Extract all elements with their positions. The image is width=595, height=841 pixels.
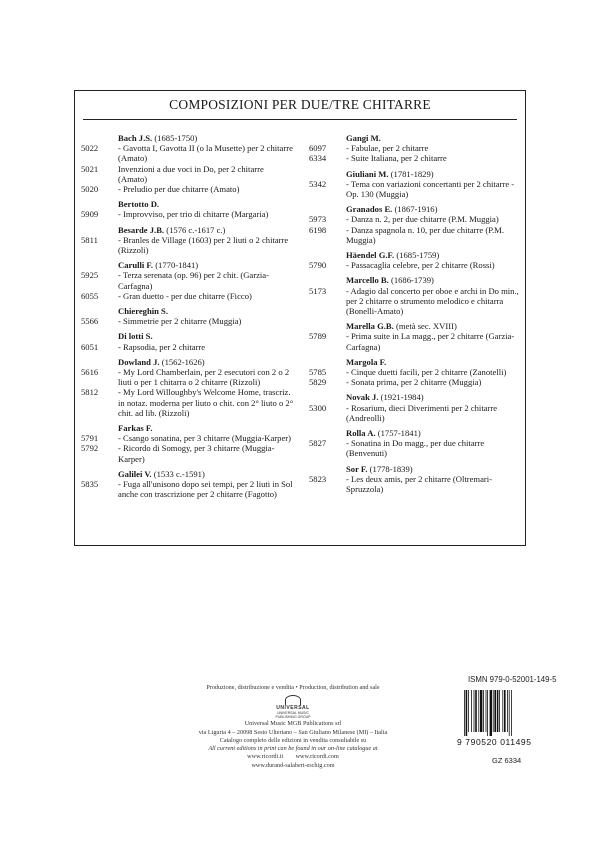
composer-block — [81, 225, 295, 256]
barcode-bar — [490, 690, 492, 736]
composer-block — [81, 133, 295, 194]
composer-block — [309, 464, 523, 495]
entry-description: - Fabulae, per 2 chitarre — [346, 143, 429, 154]
barcode-bar — [468, 690, 469, 732]
composer-name: Marcello B. — [346, 275, 389, 286]
composer-heading — [81, 423, 295, 433]
company-address: via Liguria 4 – 20098 Sesto Ulteriano – San Giuliano Milanese (MI) – Italia — [198, 728, 388, 736]
catalogue-number: 6055 — [81, 290, 99, 301]
composer-heading — [81, 306, 295, 316]
catalogue-number: 5823 — [309, 473, 327, 484]
catalogue-entry — [81, 342, 295, 352]
composer-dates: (1576 c.-1617 c.) — [166, 224, 226, 235]
composer-dates: (1757-1841) — [377, 428, 421, 439]
catalogue-number: 5792 — [81, 443, 99, 454]
entry-description: - Sonatina in Do magg., per due chitarre (Benvenuti) — [346, 438, 485, 459]
composer-block — [81, 423, 295, 464]
entry-description: - Terza serenata (op. 96) per 2 chit. (Garzia-Carfagna) — [118, 270, 269, 291]
catalogue-number: 6051 — [81, 341, 99, 352]
barcode-bar — [504, 690, 506, 732]
composer-dates: (1685-1759) — [396, 250, 440, 261]
entry-description: - Prima suite in La magg., per 2 chitarre (Garzia-Carfagna) — [346, 331, 515, 352]
entry-description: - Gran duetto - per due chitarre (Ficco) — [118, 290, 252, 301]
composer-name: Carulli F. — [118, 260, 154, 271]
catalogue-entry — [81, 433, 295, 443]
composer-name: Sor F. — [346, 463, 368, 474]
catalogue-number: 5789 — [309, 331, 327, 342]
catalogue-entry — [81, 443, 295, 463]
catalogue-entry — [81, 291, 295, 301]
catalogue-number: 5791 — [81, 433, 99, 444]
composer-heading — [81, 331, 295, 341]
entry-description: - Danza n. 2, per due chitarre (P.M. Muggia) — [346, 214, 499, 225]
catalogue-number: 5973 — [309, 214, 327, 225]
link-ricordi-com[interactable]: www.ricordi.com — [295, 753, 339, 761]
catalogue-number: 5616 — [81, 367, 99, 378]
composer-name: Besarde J.B. — [118, 224, 165, 235]
catalogue-number: 5835 — [81, 479, 99, 490]
catalogue-note-it: Catalogo completo delle edizioni in vendita consultabile su — [219, 736, 367, 744]
entry-description: - Preludio per due chitarre (Amato) — [118, 184, 240, 195]
catalogue-number: 5173 — [309, 285, 327, 296]
logo-subtext: UNIVERSAL MUSIC PUBLISHING GROUP — [275, 711, 311, 720]
catalogue-entry — [309, 331, 523, 351]
composer-block — [81, 260, 295, 301]
entry-description: - Danza spagnola n. 10, per due chitarre (P.M. Muggia) — [346, 224, 504, 245]
composer-dates: (1562-1626) — [161, 356, 205, 367]
isbn-number: ISMN 979-0-52001-149-5 — [468, 675, 557, 684]
catalogue-frame — [74, 90, 526, 546]
entry-description: - Suite Italiana, per 2 chitarre — [346, 153, 447, 164]
catalogue-entry — [81, 143, 295, 163]
composer-name: Galilei V. — [118, 468, 152, 479]
composer-dates: (1533 c.-1591) — [153, 468, 205, 479]
entry-description: - Sonata prima, per 2 chitarre (Muggia) — [346, 377, 482, 388]
left-column — [81, 133, 295, 505]
catalogue-entry — [309, 179, 523, 199]
composer-name: Marella G.B. — [346, 321, 394, 332]
entry-description: - Ricordo di Somogy, per 3 chitarre (Muggia-Karper) — [118, 443, 275, 464]
composer-dates: (metà sec. XVIII) — [395, 321, 457, 332]
composer-heading — [309, 428, 523, 438]
barcode-bar — [502, 690, 503, 732]
composer-heading — [81, 225, 295, 235]
composer-name: Gangi M. — [346, 133, 381, 143]
composer-heading — [309, 464, 523, 474]
composer-block — [309, 321, 523, 352]
composer-heading — [81, 260, 295, 270]
composer-block — [81, 469, 295, 500]
composer-name: Bach J.S. — [118, 133, 153, 143]
composer-dates: (1921-1984) — [380, 392, 424, 403]
catalogue-number: 5021 — [81, 163, 99, 174]
globe-icon — [285, 695, 301, 705]
entry-description: - Passacaglia celebre, per 2 chitarre (Rossi) — [346, 260, 495, 271]
barcode-bar — [497, 690, 499, 732]
barcode-bar — [475, 690, 477, 732]
composer-name: Chiereghin S. — [118, 306, 168, 317]
composer-name: Di lotti S. — [118, 331, 153, 342]
entry-description: - Improvviso, per trio di chitarre (Margaria) — [118, 209, 269, 220]
entry-description: - Fuga all'unisono dopo sei tempi, per 2 liuti in Sol anche con trascrizione per 2 chitarre (Fagotto) — [118, 479, 293, 500]
entry-description: - Rapsodia, per 2 chitarre — [118, 341, 206, 352]
logo-text: UNIVERSAL — [276, 705, 310, 712]
composer-dates: (1770-1841) — [155, 260, 199, 271]
entry-description: - My Lord Chamberlain, per 2 esecutori con 2 o 2 liuti o per 1 chitarra o 2 chitarre (Rizzoli) — [118, 367, 290, 388]
composer-dates: (1686-1739) — [390, 275, 434, 286]
composer-block — [309, 169, 523, 200]
composer-block — [309, 133, 523, 164]
catalogue-note-en: All current editions in print can be found in our on-line catalogue at — [208, 745, 378, 753]
barcode-bar — [471, 690, 472, 732]
composer-block — [309, 392, 523, 423]
composer-dates: (1685-1750) — [154, 133, 198, 143]
composer-dates: (1778-1839) — [369, 463, 413, 474]
barcode-bar — [494, 690, 496, 732]
composer-block — [81, 331, 295, 351]
catalogue-title: COMPOSIZIONI PER DUE/TRE CHITARRE — [169, 97, 431, 112]
right-column — [309, 133, 523, 499]
composer-name: Giuliani M. — [346, 168, 389, 179]
catalogue-number: 5925 — [81, 270, 99, 281]
composer-dates: (1867-1916) — [394, 204, 438, 215]
composer-name: Dowland J. — [118, 356, 160, 367]
barcode-bar — [507, 690, 508, 732]
catalogue-number: 5829 — [309, 377, 327, 388]
composer-block — [309, 275, 523, 316]
composer-heading — [309, 275, 523, 285]
composer-heading — [309, 204, 523, 214]
company-name: Universal Music MGB Publications srl — [244, 720, 342, 728]
catalogue-entry — [309, 474, 523, 494]
composer-block — [309, 250, 523, 270]
barcode-bar — [464, 690, 465, 736]
composer-name: Bertotto D. — [118, 199, 160, 210]
catalogue-number: 5022 — [81, 143, 99, 154]
catalogue-entry — [309, 286, 523, 317]
entry-description: - Les deux amis, per 2 chitarre (Oltremari-Spruzzola) — [346, 473, 493, 495]
catalogue-entry — [309, 403, 523, 423]
catalogue-entry — [81, 209, 295, 219]
catalogue-entry — [309, 377, 523, 387]
web-links — [178, 753, 408, 761]
catalogue-entry — [81, 184, 295, 194]
composer-name: Häendel G.F. — [346, 250, 395, 261]
catalogue-number: 5785 — [309, 367, 327, 378]
catalogue-entry — [309, 438, 523, 458]
catalogue-number: 6097 — [309, 143, 327, 154]
composer-heading — [81, 469, 295, 479]
entry-description: - Gavotta I, Gavotta II (o la Musette) per 2 chitarre (Amato) — [118, 143, 293, 164]
entry-description: - Cinque duetti facili, per 2 chitarre (Zanotelli) — [346, 367, 507, 378]
barcode-bar — [493, 690, 494, 732]
entry-description: - Branles de Village (1603) per 2 liuti o 2 chitarre (Rizzoli) — [118, 234, 289, 256]
catalogue-number: 5790 — [309, 260, 327, 271]
catalogue-entry — [309, 260, 523, 270]
composer-heading — [309, 321, 523, 331]
composer-block — [309, 428, 523, 459]
catalogue-number: 6198 — [309, 224, 327, 235]
barcode-bar — [478, 690, 479, 732]
catalogue-entry — [81, 367, 295, 387]
barcode-bar — [480, 690, 482, 732]
catalogue-entry — [81, 316, 295, 326]
entry-description: - Csango sonatina, per 3 chitarre (Muggia-Karper) — [118, 433, 292, 444]
publisher-block — [178, 684, 408, 770]
catalogue-number: 5566 — [81, 316, 99, 327]
production-line: Produzione, distribuzione e vendita • Production, distribution and sale — [206, 684, 380, 691]
catalogue-entry — [81, 164, 295, 184]
catalogue-number: 5812 — [81, 387, 99, 398]
composer-heading — [81, 357, 295, 367]
catalogue-number: 6334 — [309, 153, 327, 164]
composer-heading — [81, 199, 295, 209]
composer-dates: (1781-1829) — [390, 168, 434, 179]
catalogue-entry — [309, 225, 523, 245]
catalogue-number: 5827 — [309, 438, 327, 449]
barcode-bar — [486, 690, 487, 732]
barcode-bar — [483, 690, 484, 732]
composer-heading — [309, 357, 523, 367]
barcode-digits: 9 790520 011495 — [457, 737, 532, 747]
composer-name: Novak J. — [346, 392, 379, 403]
universal-logo — [266, 695, 320, 720]
entry-description: Invenzioni a due voci in Do, per 2 chitarre (Amato) — [118, 163, 264, 184]
catalogue-number: 5811 — [81, 234, 98, 245]
catalogue-entry — [81, 270, 295, 290]
catalogue-number: 5300 — [309, 402, 327, 413]
composer-name: Farkas F. — [118, 423, 153, 434]
catalogue-entry — [309, 143, 523, 153]
catalogue-entry — [309, 214, 523, 224]
catalogue-number: 5020 — [81, 184, 99, 195]
barcode — [463, 690, 535, 736]
title-divider — [83, 119, 517, 120]
catalogue-entry — [309, 153, 523, 163]
composer-block — [309, 357, 523, 388]
barcode-bar — [466, 690, 468, 736]
catalogue-number: 5909 — [81, 209, 99, 220]
barcode-bar — [511, 690, 512, 736]
barcode-bar — [499, 690, 500, 732]
entry-description: - Tema con variazioni concertanti per 2 chitarre - Op. 130 (Muggia) — [346, 178, 515, 200]
catalogue-code: GZ 6334 — [492, 756, 522, 765]
catalogue-entry — [81, 235, 295, 255]
barcode-bar — [474, 690, 475, 732]
composer-name: Rolla A. — [346, 428, 376, 439]
composer-block — [81, 357, 295, 418]
catalogue-entry — [81, 387, 295, 418]
catalogue-entry — [81, 479, 295, 499]
barcode-bar — [509, 690, 510, 736]
composer-heading — [309, 169, 523, 179]
catalogue-number: 5342 — [309, 178, 327, 189]
composer-block — [309, 204, 523, 245]
entry-description: - Rosarium, dieci Diverimenti per 2 chitarre (Andreolli) — [346, 402, 498, 423]
composer-heading — [309, 392, 523, 402]
composer-heading — [81, 133, 295, 143]
composer-heading — [309, 133, 523, 143]
composer-name: Granados E. — [346, 204, 393, 215]
composer-name: Margola F. — [346, 356, 387, 367]
entry-description: - Adagio dal concerto per oboe e archi in Do min., per 2 chitarre o strumento melodico e chitarra (Bonelli-Amato) — [346, 285, 519, 317]
composer-block — [81, 199, 295, 219]
entry-description: - My Lord Willoughby's Welcome Home, trascriz. in notaz. moderna per liuto o chit. con 2° liuto o 2° chit. ad lib. (Rizzoli) — [118, 387, 294, 418]
footer — [0, 670, 595, 841]
link-durand[interactable]: www.durand-salabert-eschig.com — [251, 761, 335, 769]
catalogue-entry — [309, 367, 523, 377]
entry-description: - Simmetrie per 2 chitarre (Muggia) — [118, 316, 242, 327]
link-ricordi-it[interactable]: www.ricordi.it — [247, 753, 284, 761]
composer-block — [81, 306, 295, 326]
composer-heading — [309, 250, 523, 260]
barcode-bar — [487, 690, 488, 736]
